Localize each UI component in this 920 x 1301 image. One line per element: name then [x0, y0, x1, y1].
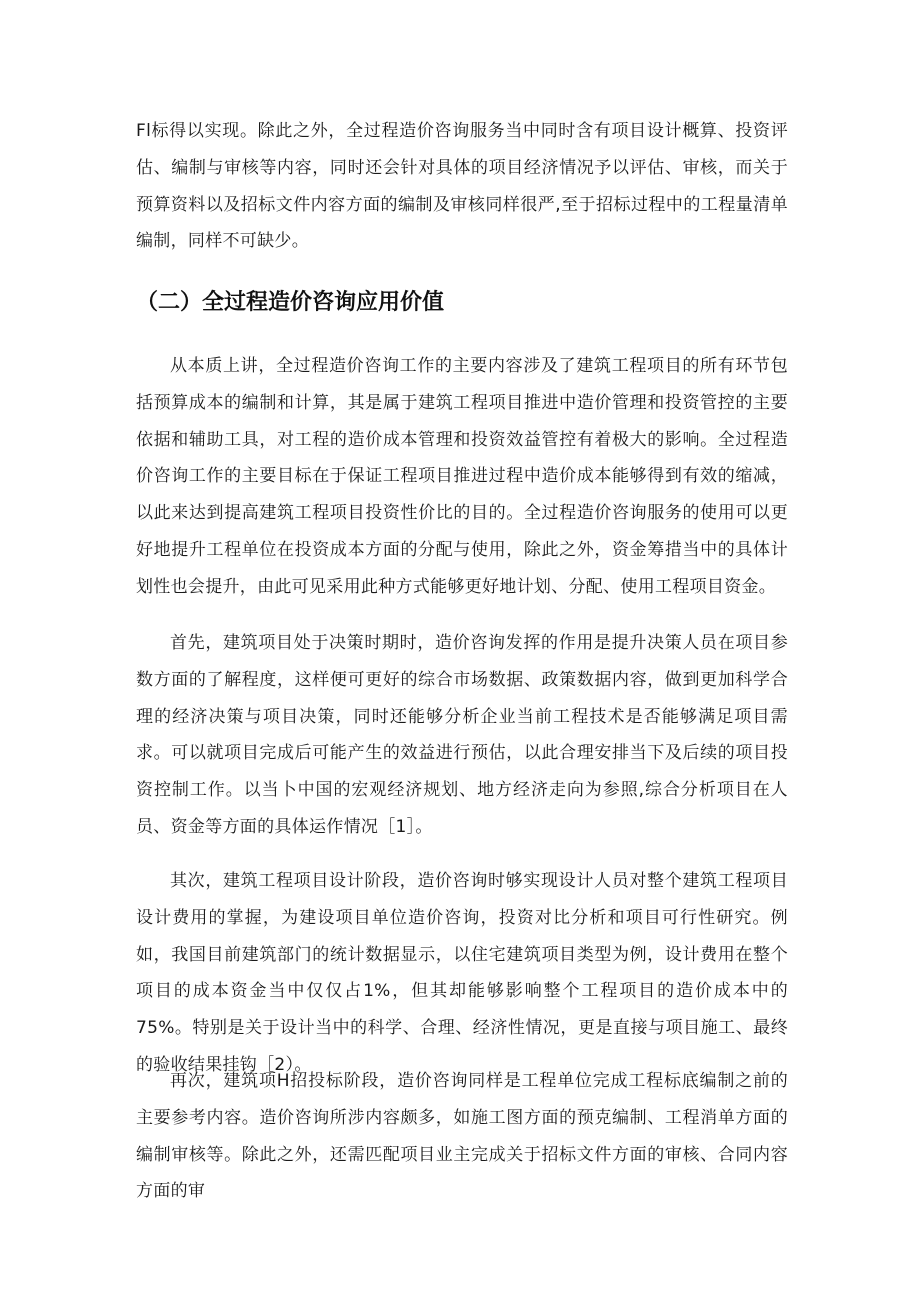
- section-heading: （二）全过程造价咨询应用价值: [136, 290, 445, 315]
- paragraph-continuation: Fl标得以实现。除此之外，全过程造价咨询服务当中同时含有项目设计概算、投资评估、编制与审核等内容，同时还会针对具体的项目经济情况予以评估、审核，而关于预算资料以及招标文件内容方面的编制及审核同样很严,至于招标过程中的工程量清单编制，同样不可缺少。: [136, 121, 788, 252]
- paragraph-decision-stage: 首先，建筑项目处于决策时期时，造价咨询发挥的作用是提升决策人员在项目参数方面的了解程度，这样便可更好的综合市场数据、政策数据内容，做到更加科学合理的经济决策与项目决策，同时还能够分析企业当前工程技术是否能够满足项目需求。可以就项目完成后可能产生的效益进行预估，以此合理安排当下及后续的项目投资控制工作。以当卜中国的宏观经济规划、地方经济走向为参照,综合分析项目在人员、资金等方面的具体运作情况［1］。: [136, 633, 788, 837]
- paragraph-value-overview: 从本质上讲，全过程造价咨询工作的主要内容涉及了建筑工程项目的所有环节包括预算成本的编制和计算，其是属于建筑工程项目推进中造价管理和投资管控的主要依据和辅助工具，对工程的造价成本管理和投资效益管控有着极大的影响。全过程造价咨询工作的主要目标在于保证工程项目推进过程中造价成本能够得到有效的缩减，以此来达到提高建筑工程项目投资性价比的目的。全过程造价咨询服务的使用可以更好地提升工程单位在投资成本方面的分配与使用，除此之外，资金筹措当中的具体计划性也会提升，由此可见采用此种方式能够更好地计划、分配、使用工程项目资金。: [136, 356, 788, 597]
- paragraph-bidding-stage: 再次，建筑项H招投标阶段，造价咨询同样是工程单位完成工程标底编制之前的主要参考内容。造价咨询所涉内容颇多，如施工图方面的预克编制、工程消单方面的编制审核等。除此之外，还需匹配项目业主完成关于招标文件方面的审核、合同内容方面的审: [136, 1071, 788, 1202]
- paragraph-design-stage: 其次，建筑工程项目设计阶段，造价咨询时够实现设计人员对整个建筑工程项目设计费用的掌握，为建设项目单位造价咨询，投资对比分析和项目可行性研究。例如，我国目前建筑部门的统计数据显示，以住宅建筑项目类型为例，设计费用在整个项目的成本资金当中仅仅占1%，但其却能够影响整个工程项目的造价成本中的75%。特别是关于设计当中的科学、合理、经济性情况，更是直接与项目施工、最终的验收结果挂钩［2）。: [136, 871, 788, 1075]
